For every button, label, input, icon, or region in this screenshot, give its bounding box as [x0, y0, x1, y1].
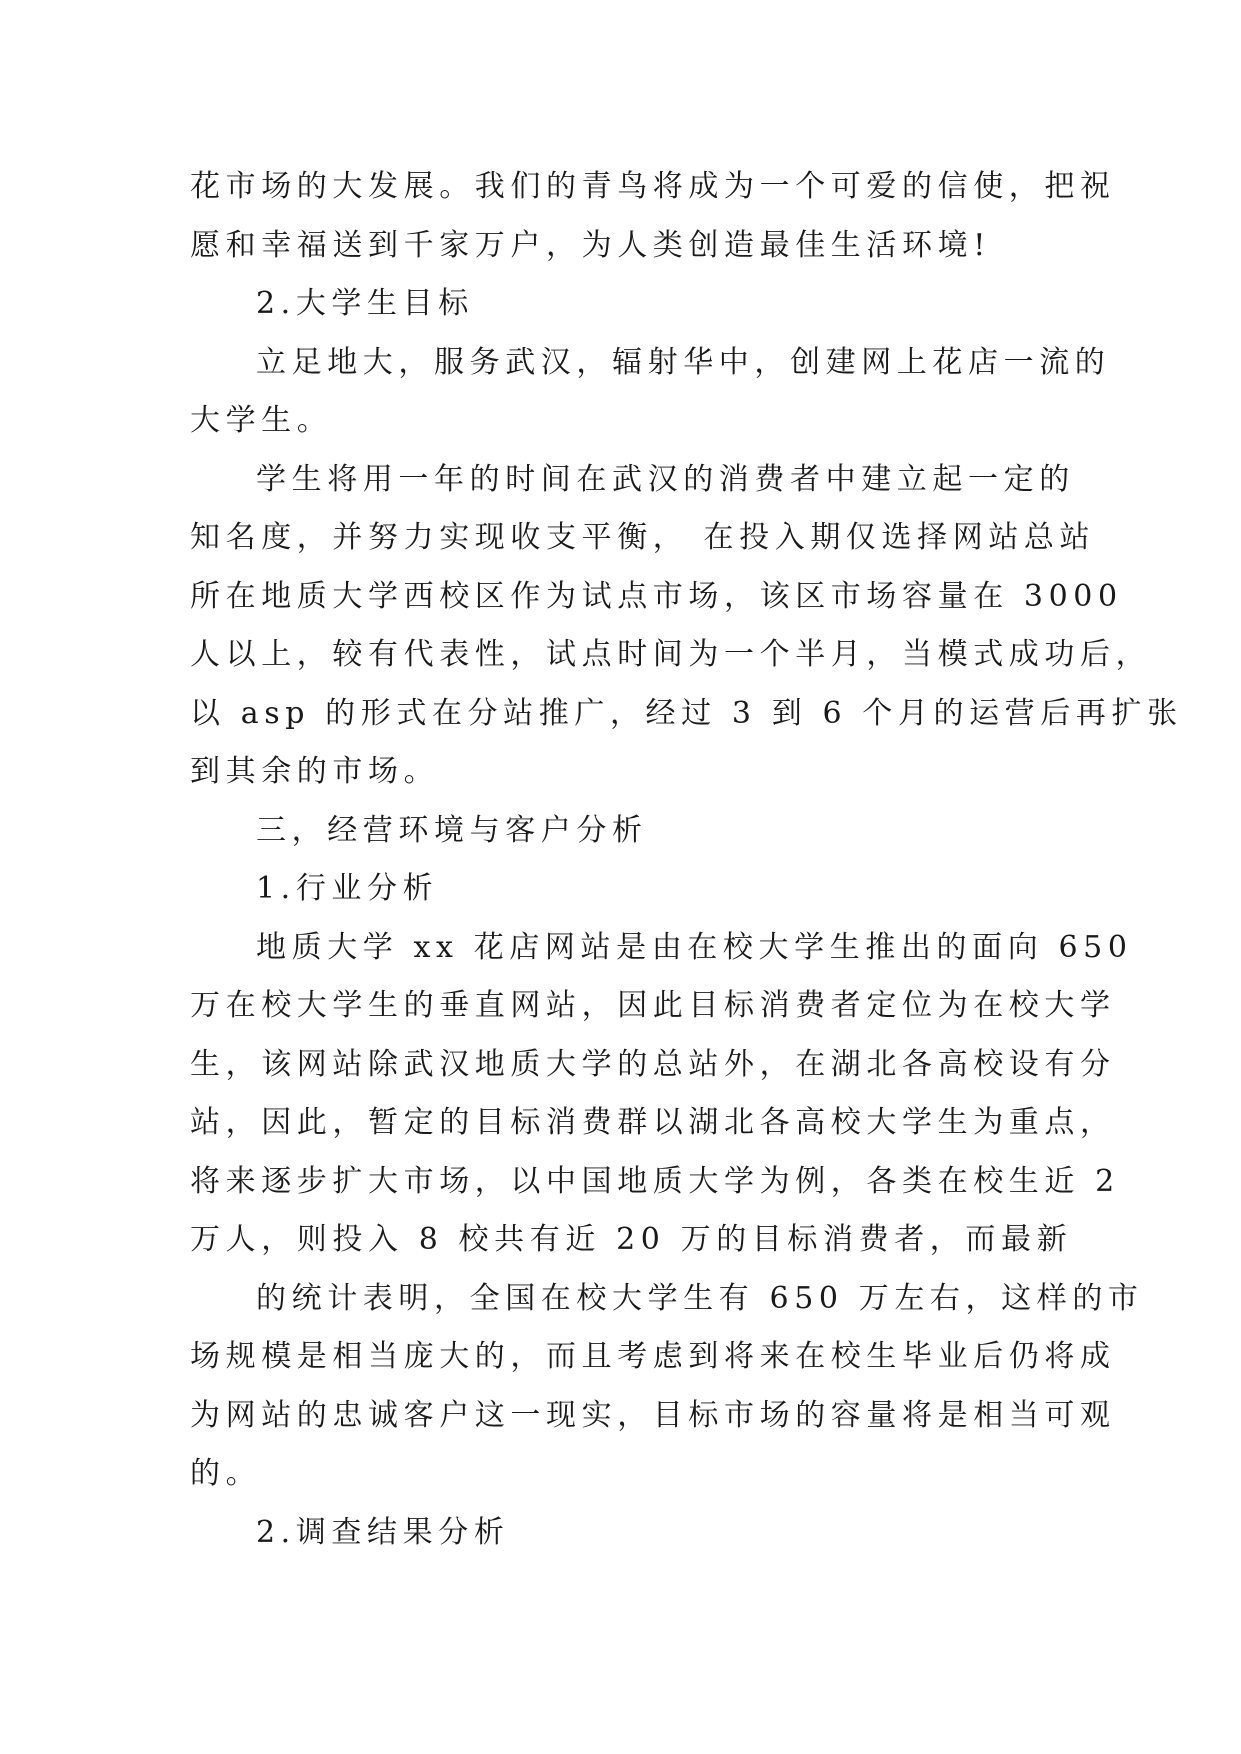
- heading-environment: [190, 802, 1050, 861]
- text-line: 的统计表明，全国在校大学生有 650 万左右，这样的市: [256, 1280, 1144, 1316]
- text-line: 知名度，并努力实现收支平衡， 在投入期仅选择网站总站: [190, 520, 1096, 555]
- section-heading: 1.行业分析: [256, 871, 439, 906]
- paragraph-statistics: [190, 1270, 1144, 1504]
- text-line: 地质大学 xx 花店网站是由在校大学生推出的面向 650: [256, 929, 1133, 965]
- paragraph-blessing: [190, 158, 1116, 275]
- document-body: [190, 158, 1183, 1562]
- section-heading: 2.大学生目标: [256, 286, 474, 321]
- heading-industry: [190, 860, 1050, 919]
- text-line: 以 asp 的形式在分站推广，经过 3 到 6 个月的运营后再扩张: [190, 695, 1183, 731]
- section-heading: 三，经营环境与客户分析: [256, 812, 648, 848]
- text-line: 人以上，较有代表性，试点时间为一个半月，当模式成功后，: [190, 637, 1152, 672]
- paragraph-plan: [190, 451, 1183, 802]
- text-line: 为网站的忠诚客户这一现实，目标市场的容量将是相当可观: [190, 1397, 1116, 1433]
- text-line: 的。: [190, 1456, 262, 1491]
- text-line: 大学生。: [190, 403, 333, 438]
- text-line: 万人，则投入 8 校共有近 20 万的目标消费者，而最新: [190, 1222, 1073, 1257]
- text-line: 到其余的市场。: [190, 754, 440, 789]
- text-line: 站，因此，暂定的目标消费群以湖北各高校大学生为重点，: [190, 1105, 1116, 1140]
- text-line: 学生将用一年的时间在武汉的消费者中建立起一定的: [256, 461, 1075, 497]
- paragraph-positioning: [190, 334, 1111, 451]
- text-line: 立足地大，服务武汉，辐射华中，创建网上花店一流的: [256, 344, 1111, 380]
- text-line: 将来逐步扩大市场，以中国地质大学为例，各类在校生近 2: [190, 1163, 1120, 1199]
- text-line: 万在校大学生的垂直网站，因此目标消费者定位为在校大学: [190, 988, 1116, 1023]
- heading-student-goal: [190, 275, 1050, 334]
- heading-survey: [190, 1504, 1050, 1563]
- text-line: 花市场的大发展。我们的青鸟将成为一个可爱的信使，把祝: [190, 169, 1116, 204]
- text-line: 场规模是相当庞大的，而且考虑到将来在校生毕业后仍将成: [190, 1339, 1116, 1374]
- section-heading: 2.调查结果分析: [256, 1514, 510, 1550]
- text-line: 愿和幸福送到千家万户，为人类创造最佳生活环境!: [190, 227, 991, 263]
- text-line: 所在地质大学西校区作为试点市场，该区市场容量在 3000: [190, 578, 1123, 614]
- paragraph-industry: [190, 919, 1133, 1270]
- text-line: 生，该网站除武汉地质大学的总站外，在湖北各高校设有分: [190, 1046, 1116, 1082]
